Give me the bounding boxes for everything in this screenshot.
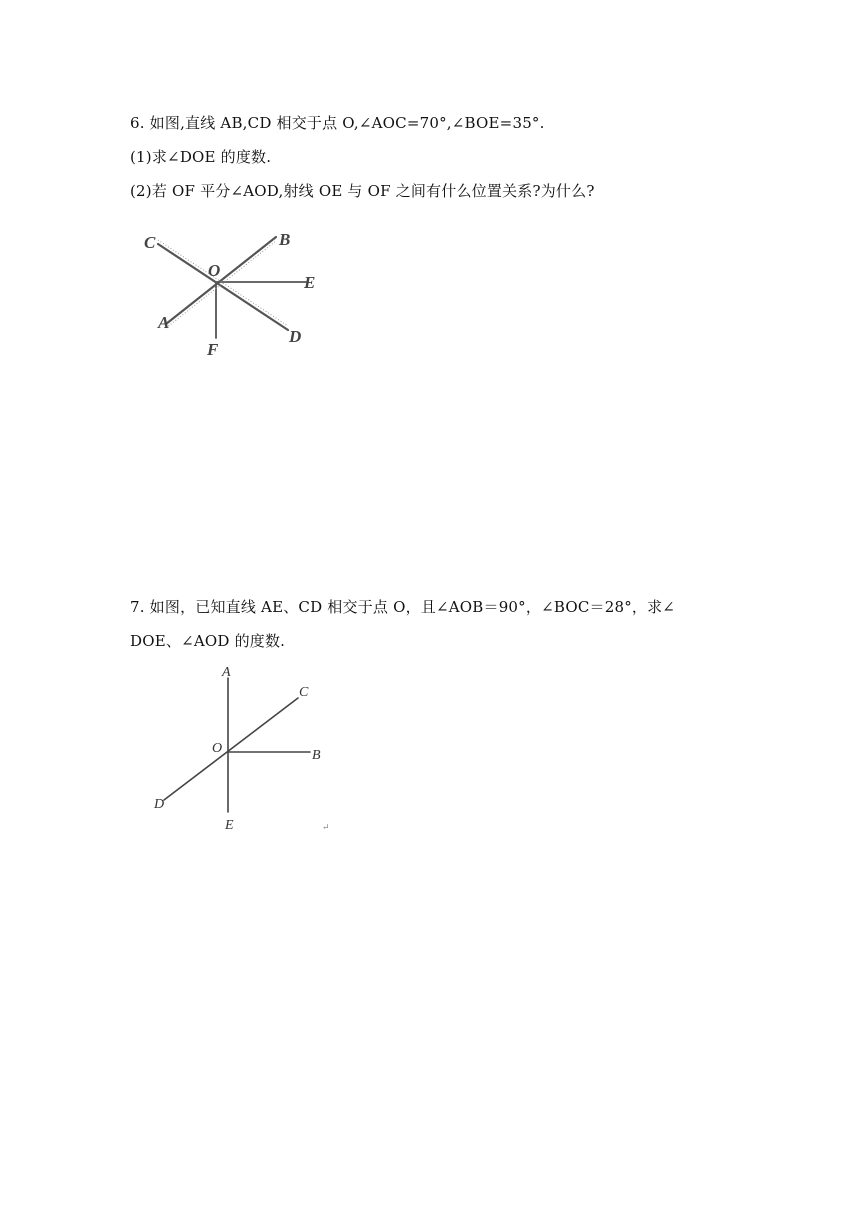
label-c: C xyxy=(299,685,309,700)
label-e: E xyxy=(304,273,316,292)
problem-6-part-1: (1)求∠DOE 的度数. xyxy=(130,148,272,166)
label-c: C xyxy=(144,233,156,252)
label-b: B xyxy=(279,230,291,249)
problem-6-figure xyxy=(138,224,338,364)
line-cd xyxy=(158,244,288,330)
problem-7-figure xyxy=(148,662,348,842)
return-mark: ↵ xyxy=(322,822,330,832)
problem-7-statement: 7. 如图，已知直线 AE、CD 相交于点 O，且∠AOB＝90°，∠BOC＝28°，求∠ xyxy=(130,598,676,616)
label-o: O xyxy=(208,261,221,280)
label-b: B xyxy=(312,748,321,763)
problem-6-statement: 6. 如图,直线 AB,CD 相交于点 O,∠AOC=70°,∠BOE=35°. xyxy=(130,114,545,132)
label-e: E xyxy=(225,818,234,833)
label-f: F xyxy=(207,340,219,359)
problem-6-part-2: (2)若 OF 平分∠AOD,射线 OE 与 OF 之间有什么位置关系?为什么? xyxy=(130,182,595,200)
label-d: D xyxy=(154,797,165,812)
problem-7-statement-cont: DOE、∠AOD 的度数. xyxy=(130,632,286,650)
line-cd xyxy=(164,698,298,800)
label-o: O xyxy=(212,741,223,756)
label-a: A xyxy=(222,665,231,680)
label-a: A xyxy=(158,313,170,332)
label-d: D xyxy=(289,327,302,346)
